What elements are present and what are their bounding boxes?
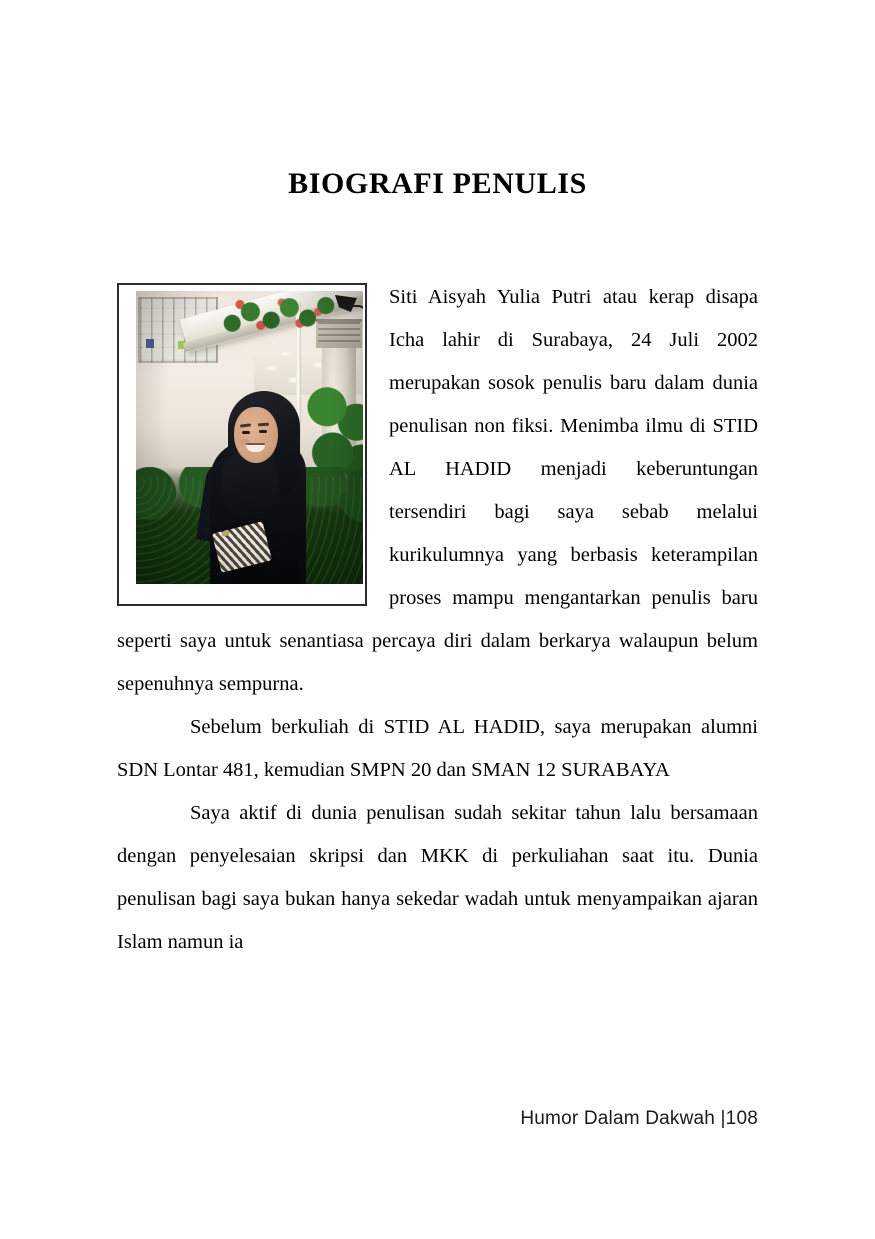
biography-paragraph-3: Saya aktif di dunia penulisan sudah sekitar tahun lalu bersamaan dengan penyelesaian skripsi dan MKK di perkuliahan saat itu. Dunia penulisan bagi saya bukan hanya sekedar wadah untuk menyampaikan ajaran Islam namun ia <box>117 802 758 953</box>
biography-paragraph-2: Sebelum berkuliah di STID AL HADID, saya merupakan alumni SDN Lontar 481, kemudian SMPN 20 dan SMAN 12 SURABAYA <box>117 716 758 781</box>
photo-vignette <box>136 291 363 584</box>
page-title: BIOGRAFI PENULIS <box>288 167 587 201</box>
body-text-block <box>117 276 758 964</box>
biography-paragraph-1: Siti Aisyah Yulia Putri atau kerap disapa Icha lahir di Surabaya, 24 Juli 2002 merupakan sosok penulis baru dalam dunia penulisan non fiksi. Menimba ilmu di STID AL HADID menjadi keberuntungan tersendiri bagi saya sebab melalui kurikulumnya yang berbasis keterampilan proses mampu mengantarkan penulis baru seperti saya untuk senantiasa percaya diri dalam berkarya walaupun belum sepenuhnya sempurna. <box>117 286 758 695</box>
author-photo <box>136 291 363 584</box>
author-photo-frame <box>117 283 367 606</box>
page-footer: Humor Dalam Dakwah |108 <box>520 1108 758 1129</box>
